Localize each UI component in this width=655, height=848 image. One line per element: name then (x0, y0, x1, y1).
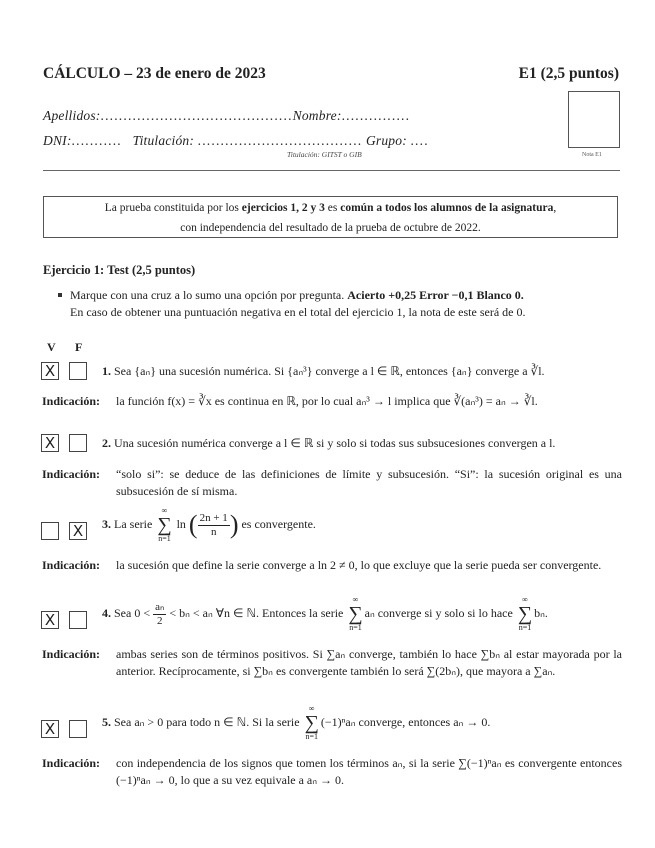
nombre-label: Nombre: (292, 108, 342, 123)
indication-4 (42, 646, 622, 680)
question-text: aₙ converge si y solo si lo hace (364, 605, 513, 620)
grupo-field[interactable]: .... (410, 133, 429, 148)
name-fields-row (43, 108, 410, 124)
question-text: Sea aₙ > 0 para todo n ∈ ℕ. Si la serie (114, 714, 300, 729)
question-1 (102, 364, 545, 379)
q3-false-checkbox[interactable]: X (69, 522, 87, 540)
question-2 (102, 436, 555, 451)
q3-true-checkbox[interactable] (41, 522, 59, 540)
indication-1 (42, 393, 622, 410)
notice-line-1 (44, 198, 617, 218)
question-4 (102, 596, 548, 632)
summation-symbol: ∞ ∑ n=1 (348, 595, 363, 632)
indication-label: Indicación: (42, 558, 101, 572)
apellidos-field[interactable]: .......................................... (100, 108, 293, 123)
indication-2 (42, 466, 622, 500)
instruction-text-2: En caso de obtener una puntuación negativa en el total del ejercicio 1, la nota de este será de 0. (70, 304, 526, 319)
summation-symbol: ∞ ∑ n=1 (304, 704, 319, 741)
question-5 (102, 705, 490, 741)
question-text: La serie (114, 516, 153, 531)
question-text: Una sucesión numérica converge a l ∈ ℝ si y solo si todas sus subsucesiones convergen a l. (114, 436, 556, 450)
question-text: < bₙ < aₙ ∀n ∈ ℕ. Entonces la serie (169, 605, 344, 620)
indication-text: la sucesión que define la serie converge a ln 2 ≠ 0, lo que excluye que la serie pueda ser convergente. (116, 558, 602, 572)
bullet-icon (58, 293, 62, 297)
notice-bold-common: común a todos los alumnos de la asignatura (340, 202, 554, 214)
indication-text: “solo si”: se deduce de las definiciones de límite y subsucesión. “Si”: la sucesión original es una subsucesión de sí misma. (116, 467, 622, 498)
indication-text: con independencia de los signos que tomen los términos aₙ, si la serie ∑(−1)ⁿaₙ es convergente entonces (−1)ⁿaₙ → 0, lo que a su vez equivale a aₙ → 0. (116, 756, 622, 787)
indication-5 (42, 755, 622, 789)
q5-false-checkbox[interactable] (69, 720, 87, 738)
question-number: 4. (102, 605, 111, 620)
indication-text: ambas series son de términos positivos. Si ∑aₙ converge, también lo hace ∑bₙ al estar mayorada por la anterior. Recíprocamente, si ∑bₙ es convergente también lo será ∑(2bₙ), que mayora a ∑aₙ. (116, 647, 622, 678)
instruction-text: Marque con una cruz a lo sumo una opción por pregunta. (70, 288, 348, 302)
indication-label: Indicación: (42, 394, 101, 408)
column-header-f: F (75, 340, 83, 354)
dni-field[interactable]: ........... (71, 133, 122, 148)
header-divider (43, 170, 620, 171)
question-text: bₙ. (534, 605, 548, 620)
question-text: Sea {aₙ} una sucesión numérica. Si {aₙ³} converge a l ∈ ℝ, entonces {aₙ} converge a ∛l. (114, 364, 545, 378)
q5-true-checkbox[interactable]: X (41, 720, 59, 738)
question-number: 5. (102, 714, 111, 729)
grupo-label: Grupo: (365, 133, 407, 148)
question-3: 3. La serie ∞ ∑ n=1 ln ( $\frac{2n + 1}{n}$ ) es convergente. (102, 506, 316, 543)
question-text: (−1)ⁿaₙ converge, entonces aₙ → 0. (320, 714, 491, 729)
column-header-v: V (47, 340, 56, 354)
indication-text: la función f(x) = ∛x es continua en ℝ, por lo cual aₙ³ → l implica que ∛(aₙ³) = aₙ → ∛l. (116, 394, 538, 408)
indication-label: Indicación: (42, 467, 101, 481)
question-number: 1. (102, 364, 111, 378)
indication-label: Indicación: (42, 647, 101, 661)
indication-3 (42, 557, 622, 574)
titulacion-note: Titulación: GITST o GIB (287, 150, 362, 159)
fraction: $\frac{\text{aₙ}}{2}$ (155, 601, 165, 627)
notice-text: es (324, 202, 341, 214)
exam-title: CÁLCULO – 23 de enero de 2023 (43, 65, 266, 82)
q1-true-checkbox[interactable]: X (41, 362, 59, 380)
notice-box (43, 196, 618, 238)
q1-false-checkbox[interactable] (69, 362, 87, 380)
summation-symbol: ∞ ∑ n=1 (517, 595, 533, 632)
notice-text: , (553, 202, 557, 214)
q4-false-checkbox[interactable] (69, 611, 87, 629)
dni-label: DNI: (43, 133, 72, 148)
fraction: $\frac{2n + 1}{n}$ (199, 512, 228, 538)
q4-true-checkbox[interactable]: X (41, 611, 59, 629)
question-number: 2. (102, 436, 111, 450)
question-number: 3. (102, 516, 111, 531)
q2-true-checkbox[interactable]: X (41, 434, 59, 452)
score-box[interactable] (568, 91, 620, 148)
id-fields-row (43, 133, 429, 149)
exercise-title: Ejercicio 1: Test (2,5 puntos) (43, 263, 196, 277)
titulacion-field[interactable]: .................................... (197, 133, 363, 148)
summation-symbol: ∞ ∑ n=1 (157, 506, 172, 543)
notice-text: La prueba constituida por los (104, 202, 242, 214)
question-text: Sea 0 < (114, 605, 151, 620)
score-box-label: Nota E1 (582, 152, 602, 158)
notice-bold-exercises: ejercicios 1, 2 y 3 (241, 202, 325, 214)
scoring-rules: Acierto +0,25 Error −0,1 Blanco 0. (347, 288, 524, 302)
nombre-field[interactable]: ............... (341, 108, 411, 123)
q2-false-checkbox[interactable] (69, 434, 87, 452)
instructions (58, 287, 628, 320)
titulacion-label: Titulación: (132, 133, 195, 148)
exam-points: E1 (2,5 puntos) (518, 65, 619, 82)
apellidos-label: Apellidos: (43, 108, 101, 123)
indication-label: Indicación: (42, 756, 101, 770)
question-text: es convergente. (241, 516, 316, 531)
notice-line-2: con independencia del resultado de la prueba de octubre de 2022. (180, 222, 481, 234)
